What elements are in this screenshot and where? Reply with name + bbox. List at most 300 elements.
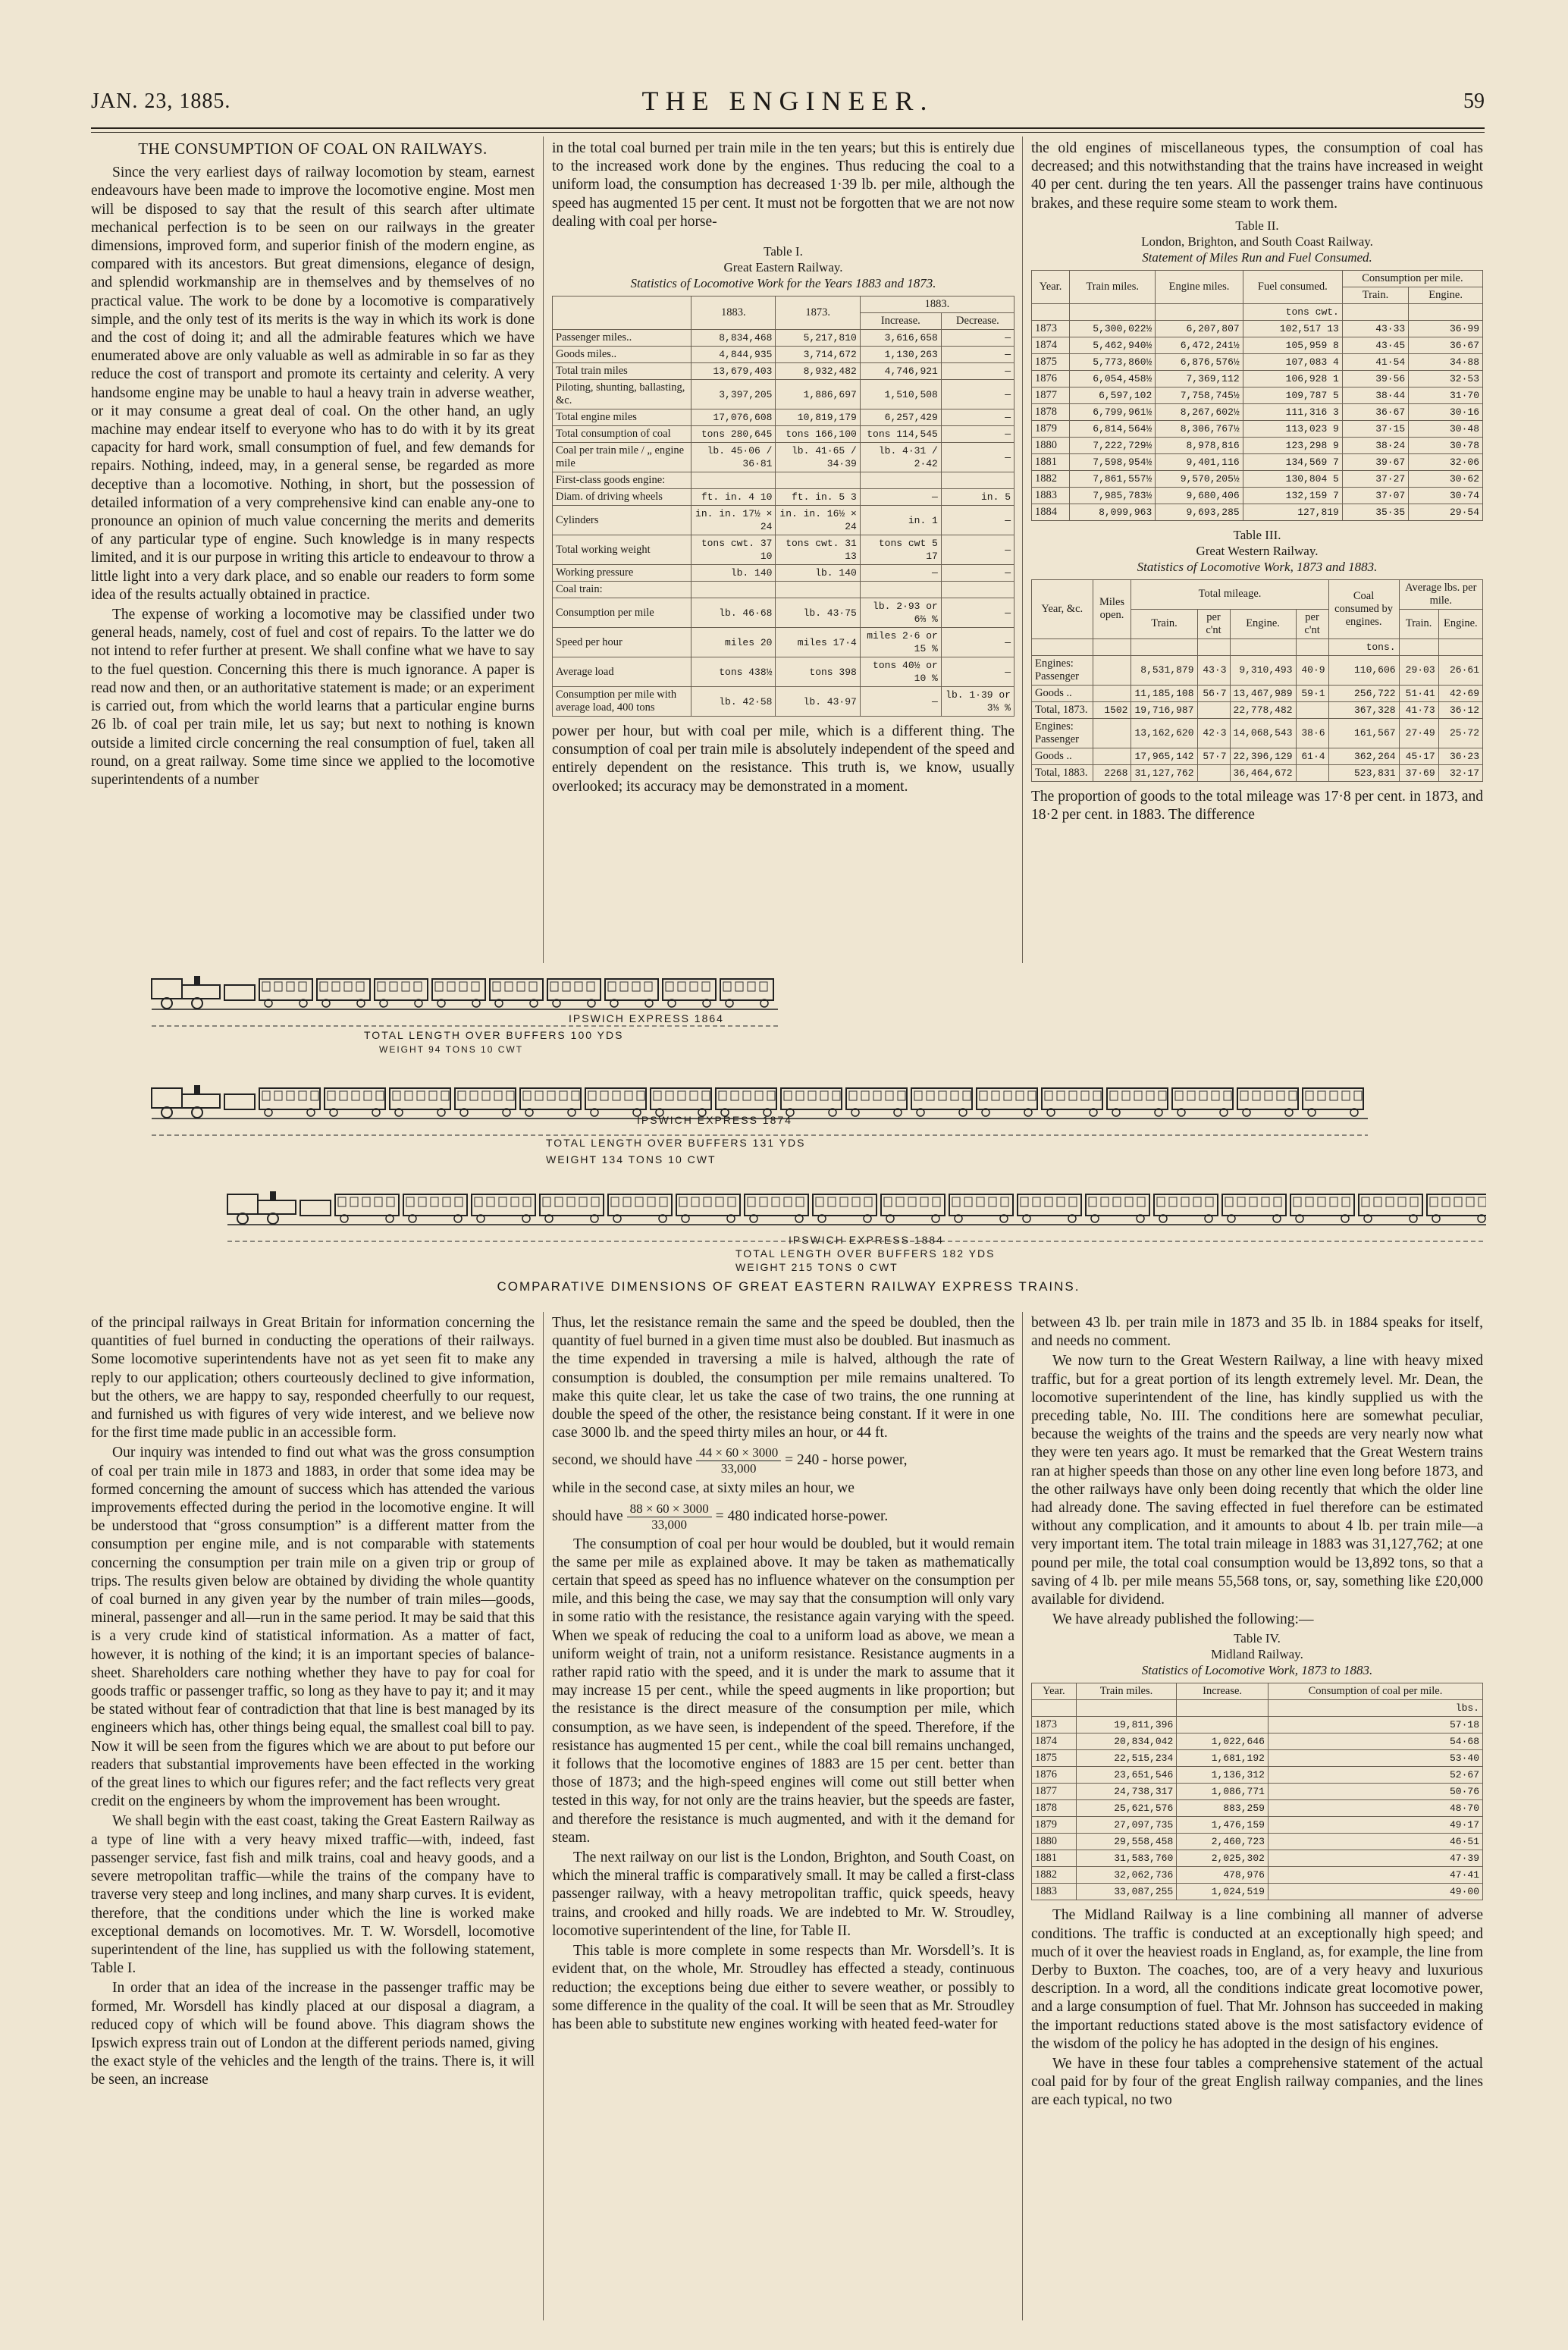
- table-cell: Total train miles: [553, 363, 691, 380]
- table-cell: 1873: [1032, 320, 1070, 337]
- paragraph: while in the second case, at sixty miles an hour, we: [552, 1480, 855, 1497]
- table-cell: Total working weight: [553, 535, 691, 565]
- table-cell: [860, 472, 941, 489]
- table-cell: 127,819: [1243, 504, 1342, 520]
- carriage: [1042, 1088, 1102, 1116]
- table-row: [1032, 437, 1483, 453]
- paragraph: The consumption of coal per hour would be doubled, but it would remain the same per mile as explained above. It may be taken as mathematically certain that speed as speed has no influence whatever on the consumption per mile, and this being the case, we may say that the consumption will only vary in some ratio with the resistance, the resistance again varying with the speed. When we speak of reducing the coal to a uniform load as above, we mean a uniform weight of train, not a uniform resistance. Resistance augments in a rather rapid ratio with the speed, and it is under the mark to assume that it may increase 15 per cent., while the speed augments in like proportion; but the resistance is the direct measure of the consumption per mile, which consumption, as we have seen, is independent of the speed. Therefore, if the resistance has augmented 15 per cent., while the coal bill remains unchanged, it follows that the locomotive engines of 1883 are 15 per cent. better than those of 1873; and the high-speed engines will come out still better when tested in this way, for not only are the trains heavier, but the speeds are faster, and therefore the resistance is much augmented, and with it the demand for steam.: [552, 1536, 1014, 1846]
- table-cell: Total, 1873.: [1032, 701, 1093, 718]
- table1-header: 1873.: [776, 296, 860, 330]
- table-cell: tons cwt.: [1243, 303, 1342, 320]
- carriage: [1154, 1194, 1218, 1222]
- table-row: [553, 582, 1014, 598]
- table-cell: 36·99: [1409, 320, 1483, 337]
- table-cell: 1873: [1032, 1717, 1077, 1733]
- table-cell: 161,567: [1328, 718, 1399, 748]
- table2-header: Engine miles.: [1156, 270, 1243, 303]
- table4: [1031, 1683, 1483, 1900]
- table-row: [1032, 504, 1483, 520]
- table-cell: 50·76: [1268, 1784, 1482, 1800]
- table-cell: 4,844,935: [691, 347, 776, 363]
- table4-header: Year.: [1032, 1683, 1077, 1700]
- table-cell: lb. 46·68: [691, 598, 776, 628]
- table-cell: Goods ..: [1032, 748, 1093, 764]
- column-rule: [1022, 136, 1023, 963]
- equation-1: [552, 1445, 1014, 1476]
- table-row: [1032, 1750, 1483, 1767]
- table-cell: 8,267,602½: [1156, 403, 1243, 420]
- table-cell: 6,876,576½: [1156, 353, 1243, 370]
- table-cell: [1296, 764, 1328, 781]
- table-cell: 47·41: [1268, 1867, 1482, 1884]
- table-row: [553, 330, 1014, 347]
- table-cell: 1881: [1032, 453, 1070, 470]
- table-cell: 36,464,672: [1230, 764, 1296, 781]
- table-cell: 8,834,468: [691, 330, 776, 347]
- paragraph: The proportion of goods to the total mileage was 17·8 per cent. in 1873, and 18·2 per cent. in 1883. The difference: [1031, 788, 1483, 824]
- paragraph: The expense of working a locomotive may be classified under two general heads, namely, cost of fuel and cost of repairs. To the latter we do not intend to refer further at present. We shall confine what we have to say to the fuel question. Concerning this there is much ignorance. A paper is read now and then, or an authoritative statement is made; or an experiment is carried out, from which the world learns that a particular engine burns 26 lb. of coal per train mile, let us say; but next to nothing is known outside a limited circle concerning the real consumption of fuel, taken all round, on a great railway. Some time since we applied to the locomotive superintendents of a number: [91, 607, 535, 788]
- paragraph: of the principal railways in Great Britain for information concerning the quantities of fuel burned in conducting the operations of their railways. Some locomotive superintendents have not as yet seen fit to make any reply to our application; others courteously declined to give information, but the others, we are happy to say, responded cheerfully to our request, and furnished us with figures of very wide interest, and we believe now for the first time made public in an accessible form.: [91, 1315, 535, 1442]
- table-cell: 35·35: [1342, 504, 1408, 520]
- table-cell: 31,127,762: [1131, 764, 1197, 781]
- equation-denominator: 33,000: [651, 1517, 688, 1532]
- train-1864-length: TOTAL LENGTH OVER BUFFERS 100 YDS: [364, 1029, 624, 1041]
- table-row: [1032, 655, 1483, 685]
- paragraph: The next railway on our list is the London, Brighton, and South Coast, on which the mineral traffic is comparatively small. It may be called a first-class passenger railway, with a heavy metropolitan traffic, quick speeds, heavy trains, and crooked and hilly roads. We are indebted to Mr. W. Stroudley, locomotive superintendent of the line, for Table II.: [552, 1850, 1014, 1939]
- table-row: [1032, 1767, 1483, 1784]
- table-cell: 38·44: [1342, 387, 1408, 403]
- table-cell: Total engine miles: [553, 409, 691, 426]
- carriage: [1303, 1088, 1363, 1116]
- table-cell: —: [941, 598, 1014, 628]
- table-cell: Speed per hour: [553, 628, 691, 657]
- table-cell: 46·51: [1268, 1834, 1482, 1850]
- table-cell: [1296, 638, 1328, 655]
- table-cell: ft. in. 5 3: [776, 489, 860, 506]
- carriage: [375, 979, 428, 1007]
- table-cell: First-class goods engine:: [553, 472, 691, 489]
- table1-label: Table I.: [764, 244, 803, 259]
- table-cell: 49·17: [1268, 1817, 1482, 1834]
- table-row: [553, 409, 1014, 426]
- column-rule: [543, 136, 544, 963]
- table-cell: 30·78: [1409, 437, 1483, 453]
- table-cell: 6,799,961½: [1070, 403, 1156, 420]
- carriage: [1222, 1194, 1286, 1222]
- table-cell: 1878: [1032, 403, 1070, 420]
- table-cell: Coal train:: [553, 582, 691, 598]
- paragraph: We have already published the following:—: [1052, 1611, 1314, 1628]
- table-cell: 40·9: [1296, 655, 1328, 685]
- table-cell: tons 280,645: [691, 426, 776, 443]
- table-cell: 1,086,771: [1177, 1784, 1269, 1800]
- table-cell: 1883: [1032, 1884, 1077, 1900]
- train-1884-length: TOTAL LENGTH OVER BUFFERS 182 YDS: [735, 1247, 996, 1260]
- table-row: [1032, 1817, 1483, 1834]
- table-cell: 1874: [1032, 1733, 1077, 1750]
- paragraph: the old engines of miscellaneous types, the consumption of coal has decreased; and this notwithstanding that the trains have increased in weight 40 per cent. during the ten years. All the passenger trains have continuous brakes, and these require some steam to work them.: [1031, 140, 1483, 212]
- table-cell: 1,022,646: [1177, 1733, 1269, 1750]
- paragraph: power per hour, but with coal per mile, which is a different thing. The consumption of coal per train mile is absolutely independent of the speed and entirely dependent on the resistance. This truth is, we know, usually overlooked; its accuracy may be demonstrated in a moment.: [552, 723, 1014, 795]
- paragraph: Thus, let the resistance remain the same and the speed be doubled, then the quantity of fuel burned in a given time must also be doubled. But inasmuch as the time expended in traversing a mile is halved, although the rate of consumption is doubled, the consumption per mile remains unaltered. To make this quite clear, let us take the case of two trains, the one running at double the speed of the other, the resistance being constant. If it were in one case 3000 lb. and the speed thirty miles an hour, or 44 ft.: [552, 1315, 1014, 1442]
- table-cell: 10,819,179: [776, 409, 860, 426]
- table-cell: 1,024,519: [1177, 1884, 1269, 1900]
- table-cell: lb. 140: [691, 565, 776, 582]
- table-cell: 6,257,429: [860, 409, 941, 426]
- table-cell: 26·61: [1438, 655, 1482, 685]
- carriage: [846, 1088, 907, 1116]
- table-cell: 6,472,241½: [1156, 337, 1243, 353]
- paragraph: in the total coal burned per train mile in the ten years; but this is entirely due to the increased work done by the engines. Thus reducing the coal to a uniform load, the consumption has decreased 1·39 lb. per mile, although the speed has augmented 15 per cent. It must not be forgotten that we are not now dealing with coal per horse-: [552, 140, 1014, 230]
- table-cell: 123,298 9: [1243, 437, 1342, 453]
- table-cell: Goods ..: [1032, 685, 1093, 701]
- table-cell: [1093, 685, 1131, 701]
- paragraph: Since the very earliest days of railway locomotion by steam, earnest endeavours have been made to improve the locomotive engine. Most men will be disposed to say that the result of this search after ultimate mechanical perfection is to be seen on our railways in the greater dimensions, improved form, and superior finish of the modern engine, as compared with its ancestors. But great dimensions, elegance of design, and splendid workmanship are in themselves and by themselves of no practical value. The work to be done by a locomotive is comparatively simple, and the only test of its merits is the way in which its work is done and the cost of doing it; and all the admirable features which we have enumerated above are only valuable as well as admirable in so far as they reduce the cost of transport and promote its certainty and celerity. A very handsome engine may be unable to haul a heavy train in adverse weather, or it may consume a great deal of coal. On the other hand, an ugly machine may endear itself to everyone who has to do with it by its great capacity for hard work, small consumption of fuel, and few demands for repairs. Nothing, indeed, may, in a general sense, be regarded as more deceptive than a locomotive. Nothing, in short, but the possession of detailed information of a very comprehensive kind can enable any-one to pronounce an opinion of much value concerning the merits and demerits of any particular type of engine. Such knowledge is in many respects limited, and it is our purpose in writing this article to endeavour to throw a little light into a very dark place, and so enable our readers to form some idea of the results actually obtained in practice.: [91, 165, 535, 603]
- carriage: [1172, 1088, 1233, 1116]
- table-cell: [691, 582, 776, 598]
- table-cell: 37·07: [1342, 487, 1408, 504]
- table-cell: 5,300,022½: [1070, 320, 1156, 337]
- table-cell: 11,185,108: [1131, 685, 1197, 701]
- table-cell: 57·18: [1268, 1717, 1482, 1733]
- table2-header: Train.: [1342, 287, 1408, 303]
- train-1874-weight: WEIGHT 134 TONS 10 CWT: [546, 1153, 717, 1166]
- table-cell: —: [941, 380, 1014, 409]
- table-row: [553, 628, 1014, 657]
- table-cell: 33,087,255: [1076, 1884, 1177, 1900]
- table-cell: [1177, 1700, 1269, 1717]
- carriage: [745, 1194, 808, 1222]
- table-cell: 9,693,285: [1156, 504, 1243, 520]
- table-cell: [1076, 1700, 1177, 1717]
- table-cell: 37·27: [1342, 470, 1408, 487]
- column-3-top: [1031, 140, 1483, 826]
- table-cell: [941, 582, 1014, 598]
- table-cell: 31·70: [1409, 387, 1483, 403]
- table-cell: 1882: [1032, 1867, 1077, 1884]
- table-cell: in. 5: [941, 489, 1014, 506]
- carriage: [881, 1194, 945, 1222]
- column-3-bottom: [1031, 1314, 1483, 2112]
- table-row: [1032, 718, 1483, 748]
- paragraph: Our inquiry was intended to find out what was the gross consumption of coal per train mile in 1873 and 1883, in order that some idea may be formed concerning the amount of success which has attended the various improvements effected during the period in the locomotive engine. It will be understood that “gross consumption” is a different matter from the consumption per engine mile, and is not comparable with statements concerning the consumption per train mile on a given trip or group of trips. The results given below are obtained by dividing the whole quantity of coal burned in any given year by the number of train miles—goods, mineral, passenger and all—run in the same period. It may be said that this is a very crude kind of statistical information. As a matter of fact, however, it is nothing of the kind; it is an important species of balance-sheet. Shareholders care nothing whether they have to pay for coal for goods traffic or passenger traffic, so long as they have to pay it; and it may be stated without fear of contradiction that that line is best managed by its engineers which has, other things being equal, the smallest coal bill to pay. Now it will be seen from the figures which we are about to put before our readers that substantial improvements have been effected in the working of the great lines to which our figures refer; and the fact reflects very great credit on the engineers by whom the improvement has been wrought.: [91, 1445, 535, 1810]
- table-cell: Diam. of driving wheels: [553, 489, 691, 506]
- table-cell: tons cwt. 31 13: [776, 535, 860, 565]
- table1-railway: Great Eastern Railway.: [723, 260, 843, 275]
- table3-header: Train.: [1131, 609, 1197, 638]
- table-cell: 24,738,317: [1076, 1784, 1177, 1800]
- table-cell: 7,758,745½: [1156, 387, 1243, 403]
- table-cell: 43·45: [1342, 337, 1408, 353]
- table-cell: 37·15: [1342, 420, 1408, 437]
- carriage: [1237, 1088, 1298, 1116]
- table-cell: 8,531,879: [1131, 655, 1197, 685]
- carriage: [1107, 1088, 1168, 1116]
- table-cell: 29·03: [1399, 655, 1438, 685]
- table-row: [1032, 420, 1483, 437]
- equation-fraction: [696, 1445, 781, 1476]
- table-cell: 130,804 5: [1243, 470, 1342, 487]
- page-number: 59: [1463, 89, 1485, 113]
- table-cell: 61·4: [1296, 748, 1328, 764]
- carriage: [813, 1194, 877, 1222]
- table-cell: [1070, 303, 1156, 320]
- table-row: [553, 535, 1014, 565]
- paragraph: In order that an idea of the increase in the passenger traffic may be formed, Mr. Worsdell has kindly placed at our disposal a diagram, a reduced copy of which will be found above. This diagram shows the Ipswich express train out of London at the different periods named, giving the exact style of the vehicles and the length of the trains. There is, it will be seen, an increase: [91, 1980, 535, 2088]
- carriage: [259, 979, 312, 1007]
- table-cell: 3,397,205: [691, 380, 776, 409]
- table-row: [1032, 370, 1483, 387]
- table-cell: 1875: [1032, 353, 1070, 370]
- table-cell: lb. 4·31 / 2·42: [860, 443, 941, 472]
- table3-header: per c'nt: [1296, 609, 1328, 638]
- carriage: [1427, 1194, 1486, 1222]
- table-row: [1032, 1784, 1483, 1800]
- table-cell: 1876: [1032, 1767, 1077, 1784]
- column-1-bottom: [91, 1314, 535, 2091]
- table3-header: Year, &c.: [1032, 579, 1093, 638]
- table1-subtitle: Statistics of Locomotive Work for the Years 1883 and 1873.: [630, 276, 936, 291]
- equation-text: = 240 - horse power,: [785, 1452, 908, 1469]
- table-cell: 9,401,116: [1156, 453, 1243, 470]
- table-cell: 1874: [1032, 337, 1070, 353]
- paragraph: This table is more complete in some respects than Mr. Worsdell’s. It is evident that, on the whole, Mr. Stroudley has effected a steady, continuous reduction; the exceptions being due either to severe weather, or possibly to some difference in the quality of the coal. It will be seen that as Mr. Stroudley has been able to substitute new engines working with heated feed-water for: [552, 1943, 1014, 2032]
- train-1864-weight: WEIGHT 94 TONS 10 CWT: [379, 1044, 524, 1055]
- table-row: [553, 598, 1014, 628]
- table-row: [1032, 1800, 1483, 1817]
- carriage: [585, 1088, 646, 1116]
- table-cell: 32,062,736: [1076, 1867, 1177, 1884]
- carriage: [608, 1194, 672, 1222]
- table-cell: 53·40: [1268, 1750, 1482, 1767]
- table-cell: in. 1: [860, 506, 941, 535]
- table-row: [1032, 1717, 1483, 1733]
- table-cell: 2268: [1093, 764, 1131, 781]
- train-1884-weight: WEIGHT 215 TONS 0 CWT: [735, 1261, 898, 1273]
- table-cell: [1399, 638, 1438, 655]
- table-row: [1032, 1700, 1483, 1717]
- table3-header: Coal consumed by engines.: [1328, 579, 1399, 638]
- table-cell: lb. 45·06 / 36·81: [691, 443, 776, 472]
- table-cell: lb. 42·58: [691, 687, 776, 717]
- table-cell: 20,834,042: [1076, 1733, 1177, 1750]
- table-cell: 14,068,543: [1230, 718, 1296, 748]
- table1-header: 1883.: [691, 296, 776, 330]
- table-cell: 7,985,783½: [1070, 487, 1156, 504]
- table-cell: [1032, 1700, 1077, 1717]
- page-header: [91, 85, 1485, 123]
- table-row: [1032, 453, 1483, 470]
- table-cell: 27,097,735: [1076, 1817, 1177, 1834]
- table-row: [553, 363, 1014, 380]
- table1-header: Increase.: [860, 313, 941, 330]
- table-row: [1032, 487, 1483, 504]
- table-cell: Total, 1883.: [1032, 764, 1093, 781]
- table4-header: Increase.: [1177, 1683, 1269, 1700]
- carriage: [911, 1088, 972, 1116]
- table-cell: 106,928 1: [1243, 370, 1342, 387]
- table-cell: —: [941, 347, 1014, 363]
- table-cell: 30·74: [1409, 487, 1483, 504]
- carriage: [1086, 1194, 1149, 1222]
- table-cell: 13,162,620: [1131, 718, 1197, 748]
- table-cell: 1,886,697: [776, 380, 860, 409]
- header-rule: [91, 127, 1485, 129]
- table-cell: 32·17: [1438, 764, 1482, 781]
- table-cell: 3,616,658: [860, 330, 941, 347]
- table-cell: 1877: [1032, 387, 1070, 403]
- carriage: [1290, 1194, 1354, 1222]
- equation-fraction: [627, 1501, 712, 1533]
- table-cell: [1093, 638, 1131, 655]
- table-cell: 36·67: [1409, 337, 1483, 353]
- table-cell: 29·54: [1409, 504, 1483, 520]
- carriage: [317, 979, 370, 1007]
- table-cell: miles 2·6 or 15 %: [860, 628, 941, 657]
- table-cell: Coal per train mile / „ engine mile: [553, 443, 691, 472]
- table-cell: 39·56: [1342, 370, 1408, 387]
- table2: [1031, 270, 1483, 521]
- table-cell: 30·48: [1409, 420, 1483, 437]
- table-cell: 23,651,546: [1076, 1767, 1177, 1784]
- carriage: [432, 979, 485, 1007]
- table-cell: 25·72: [1438, 718, 1482, 748]
- table-row: [1032, 320, 1483, 337]
- table-row: [1032, 764, 1483, 781]
- table-cell: 36·12: [1438, 701, 1482, 718]
- table-cell: —: [860, 565, 941, 582]
- table-cell: 38·6: [1296, 718, 1328, 748]
- paragraph: We have in these four tables a comprehensive statement of the actual coal paid for by four of the great English railway companies, and the lines are each typical, no two: [1031, 2056, 1483, 2109]
- table-row: [1032, 1850, 1483, 1867]
- table1-header: 1883.: [860, 296, 1014, 313]
- table-cell: [860, 582, 941, 598]
- table-cell: tons 166,100: [776, 426, 860, 443]
- table-cell: 5,462,940½: [1070, 337, 1156, 353]
- train-1864-title: IPSWICH EXPRESS 1864: [569, 1012, 724, 1024]
- carriage: [325, 1088, 385, 1116]
- column-2-bottom: [552, 1314, 1014, 2035]
- table-cell: 1,510,508: [860, 380, 941, 409]
- table-cell: Engines: Passenger: [1032, 655, 1093, 685]
- table-cell: 3,714,672: [776, 347, 860, 363]
- table-cell: lb. 1·39 or 3⅓ %: [941, 687, 1014, 717]
- table-cell: tons cwt 5 17: [860, 535, 941, 565]
- table-cell: —: [941, 363, 1014, 380]
- table2-header: Train miles.: [1070, 270, 1156, 303]
- table-cell: 4,746,921: [860, 363, 941, 380]
- table-cell: [1093, 718, 1131, 748]
- table-cell: 57·7: [1197, 748, 1230, 764]
- table-cell: 43·3: [1197, 655, 1230, 685]
- table-cell: 362,264: [1328, 748, 1399, 764]
- table-cell: 1,476,159: [1177, 1817, 1269, 1834]
- table-cell: 134,569 7: [1243, 453, 1342, 470]
- table-row: [1032, 337, 1483, 353]
- carriage: [259, 1088, 320, 1116]
- table-row: [553, 472, 1014, 489]
- table1-header: Decrease.: [941, 313, 1014, 330]
- table-cell: 113,023 9: [1243, 420, 1342, 437]
- table-cell: Total consumption of coal: [553, 426, 691, 443]
- table-cell: 13,679,403: [691, 363, 776, 380]
- table-row: [1032, 685, 1483, 701]
- table-cell: [1197, 701, 1230, 718]
- train-1874-length: TOTAL LENGTH OVER BUFFERS 131 YDS: [546, 1137, 806, 1149]
- table3: [1031, 579, 1483, 782]
- table-cell: [1093, 748, 1131, 764]
- table-cell: 42·3: [1197, 718, 1230, 748]
- table-cell: [1156, 303, 1243, 320]
- table-cell: [1197, 764, 1230, 781]
- table-row: [1032, 1733, 1483, 1750]
- table-cell: [776, 472, 860, 489]
- table3-header: Engine.: [1438, 609, 1482, 638]
- carriage: [676, 1194, 740, 1222]
- table4-header: Train miles.: [1076, 1683, 1177, 1700]
- table-cell: Working pressure: [553, 565, 691, 582]
- equation-denominator: 33,000: [720, 1461, 757, 1476]
- table-cell: [1131, 638, 1197, 655]
- table-cell: 107,083 4: [1243, 353, 1342, 370]
- table-cell: [1230, 638, 1296, 655]
- table-cell: lb. 43·75: [776, 598, 860, 628]
- carriage: [651, 1088, 711, 1116]
- carriage: [547, 979, 601, 1007]
- locomotive: [227, 1191, 296, 1224]
- table-cell: 1502: [1093, 701, 1131, 718]
- table-cell: Consumption per mile: [553, 598, 691, 628]
- column-rule: [1022, 1312, 1023, 2320]
- table-cell: 42·69: [1438, 685, 1482, 701]
- table4-railway: Midland Railway.: [1211, 1647, 1303, 1662]
- carriage: [335, 1194, 399, 1222]
- table-cell: 32·06: [1409, 453, 1483, 470]
- train-diagram: [91, 973, 1486, 1299]
- table-cell: 110,606: [1328, 655, 1399, 685]
- table-cell: 9,570,205½: [1156, 470, 1243, 487]
- table2-header: Engine.: [1409, 287, 1483, 303]
- paragraph: between 43 lb. per train mile in 1873 and 35 lb. in 1884 speaks for itself, and needs no comment.: [1031, 1315, 1483, 1350]
- equation-text: should have: [552, 1508, 623, 1524]
- table-cell: 37·69: [1399, 764, 1438, 781]
- table2-railway: London, Brighton, and South Coast Railway.: [1141, 234, 1373, 249]
- table3-header: Average lbs. per mile.: [1399, 579, 1482, 609]
- table-cell: 1,136,312: [1177, 1767, 1269, 1784]
- table-cell: 48·70: [1268, 1800, 1482, 1817]
- table-cell: lb. 43·97: [776, 687, 860, 717]
- table-cell: 45·17: [1399, 748, 1438, 764]
- table-cell: in. in. 16½ × 24: [776, 506, 860, 535]
- table-cell: Cylinders: [553, 506, 691, 535]
- table-row: [1032, 303, 1483, 320]
- table-cell: Goods miles..: [553, 347, 691, 363]
- table-cell: 41·54: [1342, 353, 1408, 370]
- table-cell: [1197, 638, 1230, 655]
- table-cell: lb. 41·65 / 34·39: [776, 443, 860, 472]
- tender: [300, 1200, 331, 1216]
- table-cell: 17,965,142: [1131, 748, 1197, 764]
- table4-header: Consumption of coal per mile.: [1268, 1683, 1482, 1700]
- table-row: [553, 347, 1014, 363]
- carriage: [949, 1194, 1013, 1222]
- table-cell: [1093, 655, 1131, 685]
- table-cell: 22,515,234: [1076, 1750, 1177, 1767]
- table3-header: Miles open.: [1093, 579, 1131, 638]
- table-cell: [1409, 303, 1483, 320]
- locomotive: [152, 976, 220, 1009]
- table-cell: 6,207,807: [1156, 320, 1243, 337]
